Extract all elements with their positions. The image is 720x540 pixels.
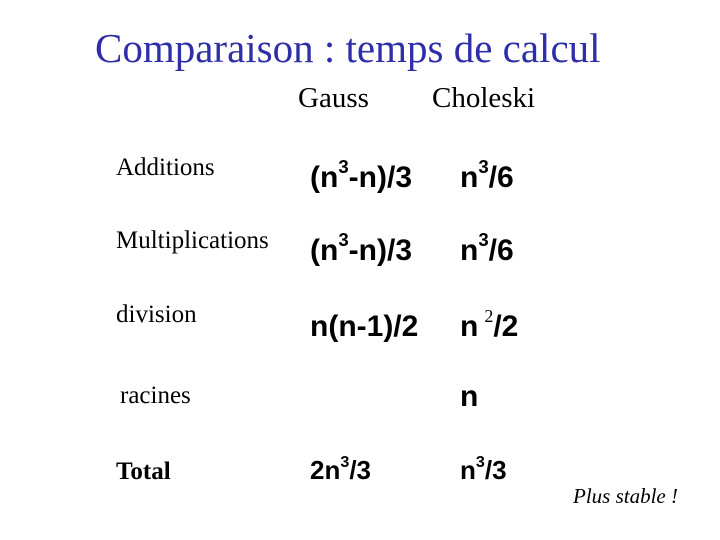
choleski-division: n $^2$/2: [460, 306, 519, 343]
column-header-gauss: Gauss: [298, 82, 369, 114]
gauss-additions: $(n^3-n)/3$: [310, 156, 412, 194]
row-label-multiplications: Multiplications: [116, 227, 269, 254]
gauss-multiplications: $(n^3-n)/3$: [310, 229, 412, 267]
gauss-division: n(n-1)/2: [310, 310, 419, 343]
choleski-total: $n^3/3$: [460, 452, 507, 485]
choleski-multiplications: $n^3/6$: [460, 229, 514, 267]
slide-title: Comparaison : temps de calcul: [95, 25, 601, 71]
row-label-racines: racines: [120, 382, 191, 409]
row-label-additions: Additions: [116, 154, 215, 181]
gauss-total: $2n^3/3$: [310, 452, 371, 485]
row-label-division: division: [116, 301, 197, 328]
choleski-racines: n: [460, 380, 479, 413]
choleski-additions: $n^3/6$: [460, 156, 514, 194]
stability-note: Plus stable !: [573, 484, 678, 508]
column-header-choleski: Choleski: [432, 82, 536, 114]
row-label-total: Total: [116, 458, 171, 485]
